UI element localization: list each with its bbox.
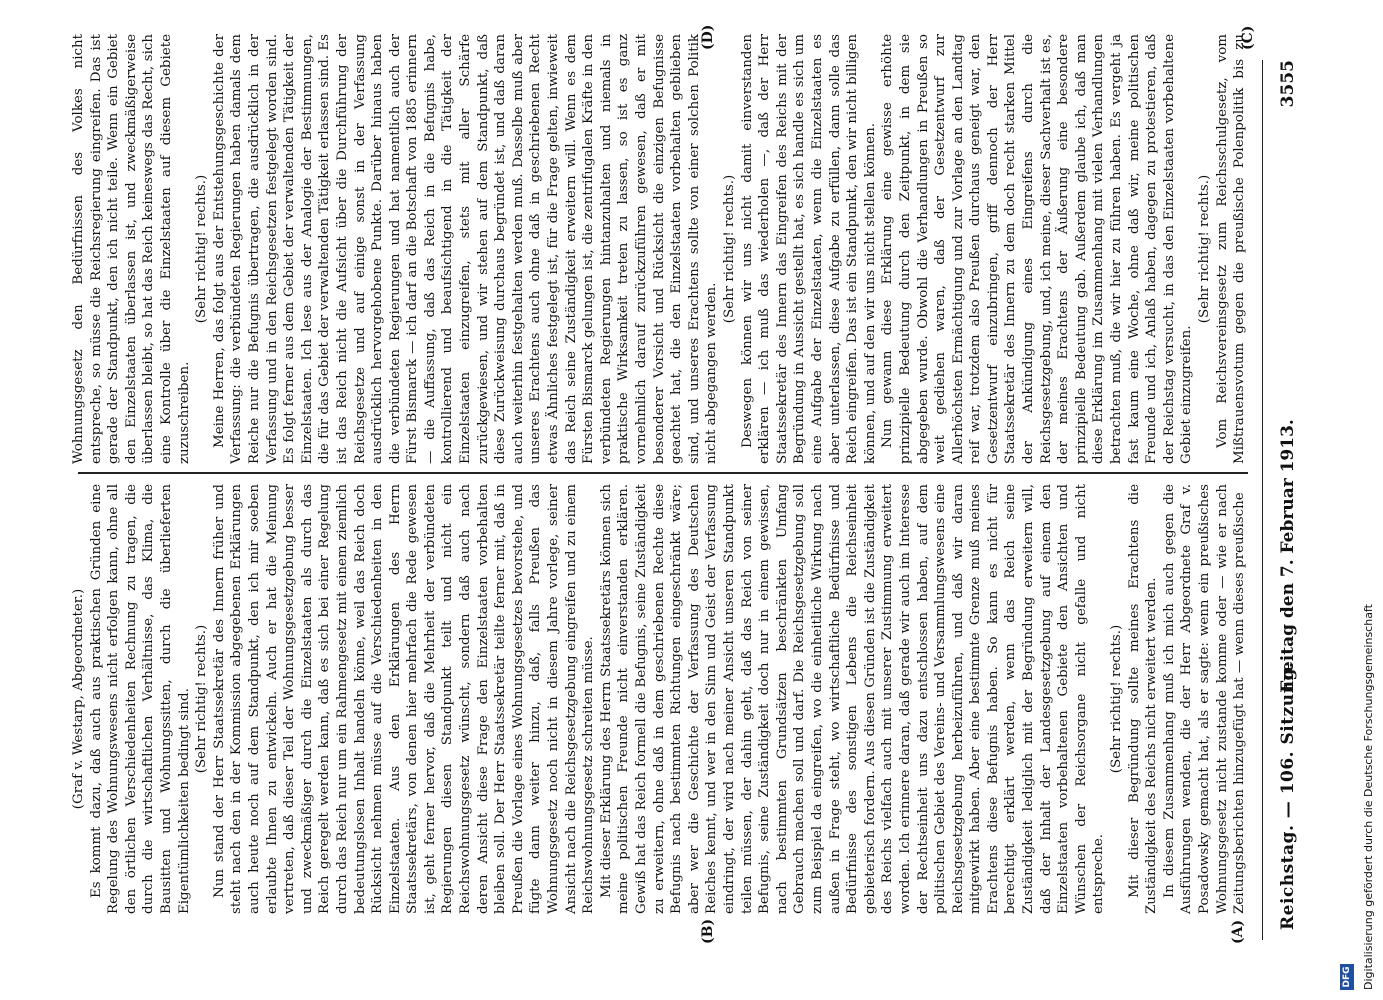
paragraph: Mit dieser Erklärung des Herrn Staatssekretärs können sich meine politischen Freunde nicht einverstanden erklären. Gewiß hat das Reich formell die Befugnis, seine Zuständigkeit zu erweitern, ohne daß in dem geschriebenen Rechte diese Befugnis nach bestimmten Richtungen eingeschränkt wäre; aber wer die Geschichte der Verfassung des Deutschen Reiches kennt, und wer in den Sinn und Geist der Verfassung eindringt, der wird nach meiner Ansicht unseren Standpunkt teilen müssen, der dahin geht, daß das Reich von seiner Befugnis, seine Zuständigkeit doch nur in einem gewissen, nach bestimmten Grundsätzen beschränkten Umfang Gebrauch machen soll und darf. Die Reichsgesetzgebung soll zum Beispiel da eingreifen, wo die einheitliche Wirkung nach außen in Frage steht, wo wirtschaftliche Bedürfnisse und Bedürfnisse des sonstigen Lebens die Reichseinheit gebieterisch fordern. Aus diesen Gründen ist die Zuständigkeit des Reichs vielfach auch mit unserer Zustimmung erweitert worden. Ich erinnere daran, daß gerade wir auch im Interesse der Rechtseinheit uns dazu entschlossen haben, auf dem politischen Gebiet des Vereins- und Versammlungswesens eine Reichsgesetzgebung herbeizuführen, und daß wir daran mitgewirkt haben. Aber eine bestimmte Grenze muß meines Erachtens diese Befugnis haben. So kann es nicht für berechtigt erklärt werden, wenn das Reich seine Zuständigkeit lediglich mit der Begründung erweitern will, daß der Inhalt der Landesgesetzgebung auf einem den Einzelstaaten vorbehaltenen Gebiete den Ansichten und Wünschen der Reichsorgane nicht gefalle und nicht entspreche. — [598, 484, 1107, 914]
paragraph: Wohnungsgesetz den Bedürfnissen des Volkes nicht entspreche, so müsse die Reichsregierung eingreifen. Das ist gerade der Standpunkt, den ich nicht teile. Wenn ein Gebiet den Einzelstaaten überlassen ist, und zweckmäßigerweise überlassen bleibt, so hat das Reich keineswegs das Recht, sich eine Kontrolle über die Einzelstaaten auf diesem Gebiete zuzuschreiben. — [71, 34, 192, 464]
dfg-logo: DFG — [1340, 964, 1354, 990]
paragraph: Vom Reichsvereinsgesetz zum Reichsschulgesetz, vom Mißtrauensvotum gegen die preußische Polenpolitik bis zu — [1214, 34, 1248, 464]
interjection: (Sehr richtig! rechts.) — [194, 174, 210, 324]
margin-marker-a: (A) — [1230, 919, 1246, 944]
paragraph: Nun stand der Herr Staatssekretär des Innern früher und steht nach den in der Kommission abgegebenen Erklärungen auch heute noch auf dem Standpunkt, den ich mir soeben erlaubte Ihnen zu entwickeln. Auch er hat die Meinung vertreten, daß dieser Teil der Wohnungsgesetzgebung besser und zweckmäßiger durch die Einzelstaaten als durch das Reich geregelt werden kann, daß es sich bei einer Regelung durch das Reich nur um ein Rahmengesetz mit einem ziemlich bedeutungslosen Inhalt handeln könne, weil das Reich doch Rücksicht nehmen müsse auf die Verschiedenheiten in den Einzelstaaten. Aus den Erklärungen des Herrn Staatssekretärs, von denen hier mehrfach die Rede gewesen ist, geht ferner hervor, daß die Mehrheit der verbündeten Regierungen diesen Standpunkt teilt und nicht ein Reichswohnungsgesetz wünscht, sondern daß auch nach deren Ansicht diese Frage den Einzelstaaten vorbehalten bleiben soll. Der Herr Staatssekretär teilte ferner mit, daß in Preußen die Vorlage eines Wohnungsgesetzes bevorstehe, und fügte dann weiter hinzu, daß, falls Preußen das Wohnungsgesetz noch nicht in diesem Jahre vorlege, seiner Ansicht nach die Reichsgesetzgebung eingreifen und zu einem Reichswohnungsgesetz schreiten müsse. — [211, 484, 597, 914]
paragraph: Deswegen können wir uns nicht damit einverstanden erklären — ich muß das wiederholen —, daß der Herr Staatssekretär des Innern das Eingreifen des Reichs mit der Begründung in Aussicht gestellt hat, es sich handle es sich um eine Aufgabe der Einzelstaaten, wenn die Einzelstaaten es aber unterlassen, diese Aufgabe zu erfüllen, dann solle das Reich eingreifen. Das ist ein Standpunkt, den wir nicht billigen können, und auf den wir uns nicht stellen können. — [739, 34, 878, 464]
interjection: (Sehr richtig! rechts.) — [721, 174, 737, 324]
interjection: (Sehr richtig! rechts.) — [194, 624, 210, 774]
margin-marker-d: (D) — [700, 24, 716, 50]
paragraph: Mit dieser Begründung sollte meines Erachtens die Zuständigkeit des Reichs nicht erweitert werden. — [1126, 484, 1160, 914]
header-rule — [1262, 60, 1263, 940]
left-column — [70, 484, 1250, 914]
header-left: Reichstag. — 106. Sitzung. — [1278, 661, 1298, 930]
page-header — [1272, 60, 1312, 930]
margin-marker-b: (B) — [700, 918, 716, 944]
right-column — [70, 34, 1250, 464]
header-right — [1278, 60, 1298, 693]
paragraph: In diesem Zusammenhang muß ich mich auch gegen die Ausführungen wenden, die der Herr Abgeordnete Graf v. Posadowsky gemacht hat, als er sagte: wenn ein preußisches Wohnungsgesetz nicht zustande komme oder — wie er nach Zeitungsberichten hinzugefügt hat — wenn dieses preußische — [1161, 484, 1248, 914]
paragraph: Es kommt dazu, daß auch aus praktischen Gründen eine Regelung des Wohnungswesens nicht erfolgen kann, ohne all den örtlichen Verschiedenheiten Rechnung zu tragen, die durch die wirtschaftlichen Verhältnisse, das Klima, die Bausitten und Wohnungssitten, durch die überlieferten Eigentümlichkeiten bedingt sind. — [88, 484, 192, 914]
column-divider — [78, 472, 1248, 474]
interjection: (Sehr richtig! rechts.) — [1197, 174, 1212, 324]
header-date: Freitag den 7. Februar 1913. — [1278, 419, 1298, 693]
interjection: (Graf v. Westarp, Abgeordneter.) — [71, 588, 86, 810]
interjection: (Sehr richtig! rechts.) — [1109, 624, 1125, 774]
paragraph: Meine Herren, das folgt aus der Entstehungsgeschichte der Verfassung: die verbündeten Regierungen haben damals dem Reiche nur die Befugnis übertragen, die ausdrücklich in der Verfassung und in den Reichsgesetzen festgelegt worden sind. Es folgt ferner aus dem Gebiet der verwaltenden Tätigkeit der Einzelstaaten. Ich lese aus der Analogie der Bestimmungen, die für das Gebiet der verwaltenden Tätigkeit erlassen sind. Es ist das Reich nicht die Aufsicht über die Durchführung der Reichsgesetze und auf einige sonst in der Verfassung ausdrücklich hervorgehobene Punkte. Darüber hinaus haben die verbündeten Regierungen und hat namentlich auch der Fürst Bismarck — ich darf an die Botschaft von 1885 erinnern — die Auffassung, daß das Reich in die Befugnis habe, kontrollierend und beaufsichtigend in die Tätigkeit der Einzelstaaten einzugreifen, stets mit aller Schärfe zurückgewiesen, und wir stehen auf dem Standpunkt, daß diese Zurückweisung durchaus begründet ist, und daß daran auch weiterhin festgehalten werden muß. Dasselbe muß aber unseres Erachtens auch ohne daß in geschriebenen Recht etwas Ähnliches festgelegt ist, für die Frage gelten, inwieweit das Reich seine Zuständigkeit erweitern will. Wenn es dem Fürsten Bismarck gelungen ist, die zentrifugalen Kräfte in den verbündeten Regierungen hintanzuhalten und niemals in praktische Wirksamkeit treten zu lassen, so ist es ganz vornehmlich darauf zurückzuführen gewesen, daß er mit besonderer Vorsicht und Rücksicht die einzigen Befugnisse geachtet hat, die den Einzelstaaten vorbehalten geblieben sind, und unseres Erachtens sollte von einer solchen Politik nicht abgegangen werden. — [211, 34, 720, 464]
margin-marker-c: (C) — [1240, 25, 1256, 50]
page-number: 3555 — [1278, 60, 1298, 108]
paragraph: Nun gewann diese Erklärung eine gewisse erhöhte prinzipielle Bedeutung durch den Zeitpunkt, in dem sie abgegeben wurde. Obwohl die Verhandlungen in Preußen so weit gediehen waren, daß der Gesetzentwurf zur Allerhöchsten Ermächtigung und zur Vorlage an den Landtag reif war, trotzdem also Preußen durchaus geneigt war, den Gesetzentwurf einzubringen, griff dennoch der Herr Staatssekretär des Innern zu dem doch recht starken Mittel der Ankündigung eines Eingreifens durch die Reichsgesetzgebung, und, ich meine, dieser Sachverhalt ist es, der meines Erachtens der Äußerung eine besondere prinzipielle Bedeutung gab. Außerdem glaube ich, daß man diese Erklärung im Zusammenhang mit vielen Verhandlungen betrachten muß, die wir hier zu führen haben. Es vergeht ja fast kaum eine Woche, ohne daß wir, meine politischen Freunde und ich, Anlaß haben, dagegen zu protestieren, daß der Reichstag versucht, in das den Einzelstaaten vorbehaltene Gebiet einzugreifen. — [880, 34, 1195, 464]
funding-note: Digitalisierung gefördert durch die Deutsche Forschungsgemeinschaft — [1362, 604, 1375, 990]
